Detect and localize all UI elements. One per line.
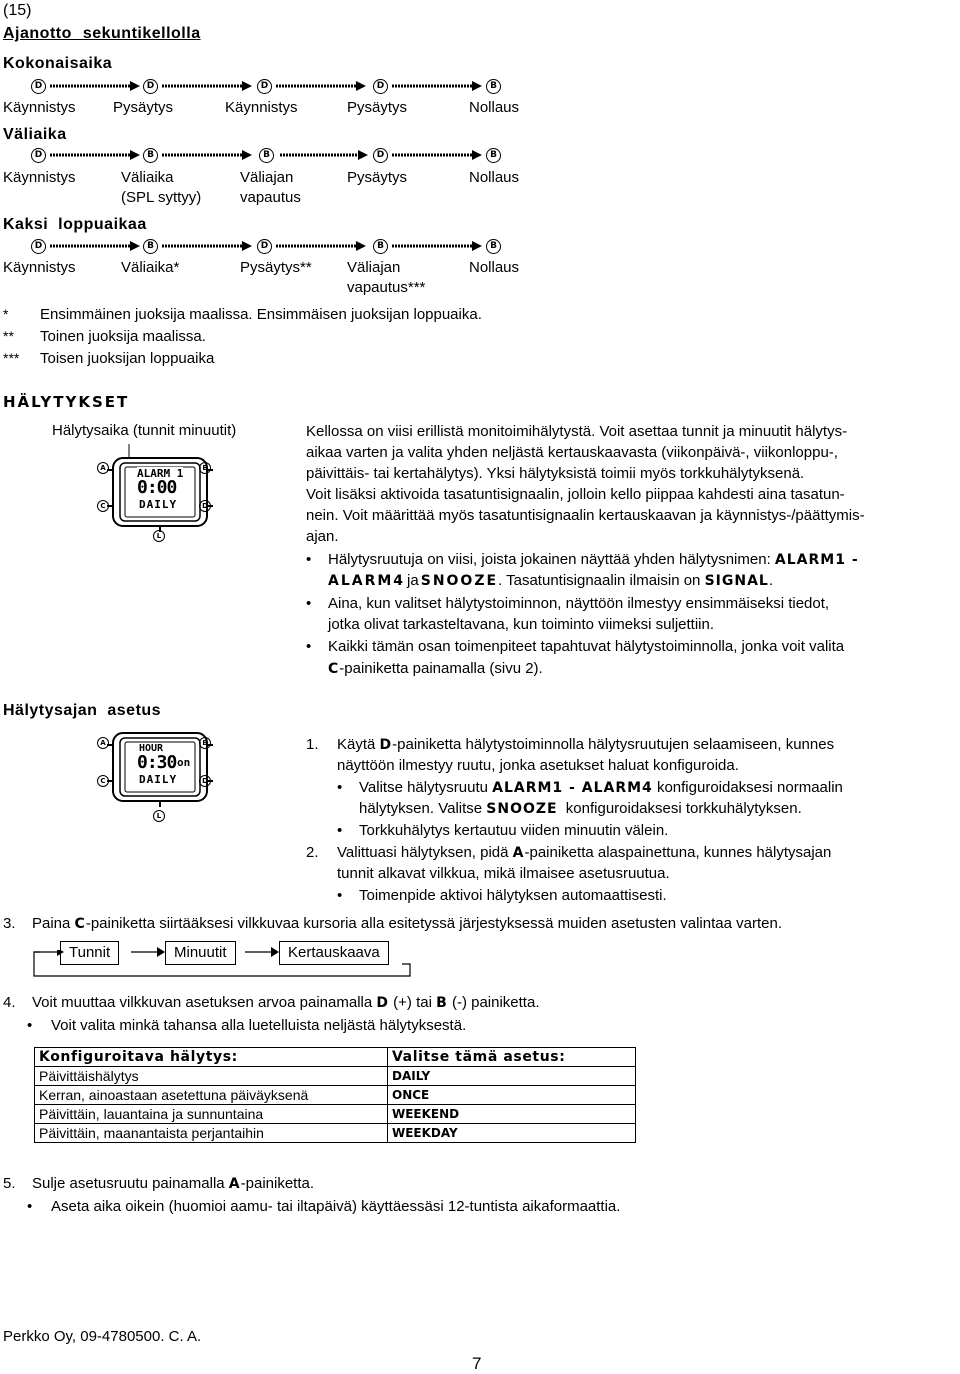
step-text: -painiketta siirtääksesi vilkkuvaa kursoria alla esitetyssä järjestyksessä muiden asetusten valintaa varten. (85, 915, 782, 932)
step-line (337, 734, 834, 756)
footer-company: Perkko Oy, 09-4780500. C. A. (3, 1328, 202, 1345)
arrow-right-icon (392, 150, 482, 160)
watch-bottom-line: DAILY (139, 498, 178, 511)
step-label: Pysäytys (347, 169, 408, 186)
bullet-bold: SIGNAL (704, 573, 769, 589)
step-text: hälytyksen. Valitse (359, 800, 483, 817)
arrow-right-icon (131, 946, 165, 958)
step-bullet-line (359, 798, 802, 820)
flow-step-minutes: Minuutit (165, 941, 236, 965)
alarm-para-line: aikaa varten ja valita yhden neljästä kertauskaavasta (viikonpäivä-, viikonloppu-, (306, 444, 838, 461)
arrow-right-icon (50, 150, 140, 160)
step-bold: D (376, 995, 389, 1011)
arrow-right-icon (280, 150, 368, 160)
footnote-text: Ensimmäinen juoksija maalissa. Ensimmäisen juoksijan loppuaika. (40, 306, 482, 323)
bullet-text: ja (407, 572, 419, 589)
step-number: 5. (3, 1175, 16, 1192)
step-label: Väliaika (121, 169, 174, 186)
flow-step-hours: Tunnit (60, 941, 119, 965)
bullet-dot-icon: • (306, 595, 312, 612)
bullet-dot-icon: • (337, 779, 343, 796)
footnote-text: Toisen juoksijan loppuaika (40, 350, 215, 367)
alarm-caption: Hälytysaika (tunnit minuutit) (52, 422, 237, 439)
bullet-text: . (768, 572, 774, 589)
alarm-para-line: nein. Voit määrittää myös tasatuntisignaalin kertauskaavan ja käynnistys-/päättymis- (306, 507, 865, 524)
button-key-icon: B (486, 79, 501, 94)
alarm-para-line: Voit lisäksi aktivoida tasatuntisignaalin, jolloin kello piippaa kahdesti aina tasatun- (306, 486, 845, 503)
watch-illustration (95, 725, 225, 825)
table-cell: Päivittäin, lauantaina ja sunnuntaina (35, 1105, 388, 1124)
button-key-icon: D (31, 239, 46, 254)
table-row (35, 1086, 636, 1105)
watch-button-a: A (97, 462, 109, 474)
step-bullet-line: Torkkuhälytys kertautuu viiden minuutin välein. (359, 822, 669, 839)
step-line: näyttöön ilmestyy ruutu, jonka asetukset haluat konfiguroida. (337, 757, 739, 774)
alarm-bullet-line: jotka olivat tarkasteltavana, kun toiminto viimeksi suljettiin. (328, 616, 715, 633)
step-text: Paina (32, 915, 71, 932)
step-label: Nollaus (469, 99, 520, 116)
step-bullet-line: Toimenpide aktivoi hälytyksen automaattisesti. (359, 887, 667, 904)
arrow-right-icon (276, 241, 366, 251)
bullet-dot-icon: • (27, 1198, 33, 1215)
watch-bottom-line: DAILY (139, 773, 178, 786)
step-bullet-line: Aseta aika oikein (huomioi aamu- tai iltapäivä) käyttäessäsi 12-tuntista aikaformaattia. (51, 1198, 621, 1215)
watch-time: 0:00 (137, 477, 177, 498)
step-label: Pysäytys (347, 99, 408, 116)
arrow-right-icon (50, 241, 140, 251)
table-cell: DAILY (388, 1067, 636, 1086)
step-line (337, 842, 831, 864)
step-bold: D (379, 737, 393, 753)
arrow-right-icon (162, 241, 252, 251)
alarms-heading: HÄLYTYKSET (3, 393, 130, 411)
table-header-row (35, 1048, 636, 1067)
split-time-title: Väliaika (3, 126, 67, 143)
bullet-bold: ALARM1 - (774, 552, 859, 568)
step-bold: A (512, 845, 525, 861)
bullet-dot-icon: • (306, 551, 312, 568)
step-bullet-line: Voit valita minkä tahansa alla luetelluista neljästä hälytyksestä. (51, 1017, 467, 1034)
bullet-text: . Tasatuntisignaalin ilmaisin on (498, 572, 701, 589)
button-key-icon: D (373, 79, 388, 94)
arrow-right-icon (245, 946, 279, 958)
bullet-text: -painiketta painamalla (sivu 2). (339, 660, 543, 677)
button-key-icon: B (486, 148, 501, 163)
alarm-bullet-line: Kaikki tämän osan toimenpiteet tapahtuvat hälytystoiminnolla, jonka voit valita (328, 638, 845, 655)
button-key-icon: B (486, 239, 501, 254)
step-text: -painiketta hälytystoiminnolla hälytysruutujen selaamiseen, kunnes (392, 736, 835, 753)
alarm-para-line: ajan. (306, 528, 339, 545)
step-label: Pysäytys** (240, 259, 312, 276)
step-bullet-line (359, 777, 843, 799)
button-key-icon: B (373, 239, 388, 254)
alarm-para-line: Kellossa on viisi erillistä monitoimihälytystä. Voit asettaa tunnit ja minuutit hälytys- (306, 423, 848, 440)
step-label: Väliajan (240, 169, 294, 186)
step-label: Nollaus (469, 259, 520, 276)
table-cell: WEEKEND (388, 1105, 636, 1124)
total-time-title: Kokonaisaika (3, 55, 113, 72)
watch-button-c: C (97, 775, 109, 787)
step-line (32, 913, 782, 935)
table-cell: ONCE (388, 1086, 636, 1105)
step-bold: B (436, 995, 448, 1011)
bullet-bold: SNOOZE (420, 573, 499, 589)
step-text: (-) painiketta. (451, 994, 540, 1011)
step-label-line2: vapautus (240, 189, 301, 206)
button-key-icon: D (257, 239, 272, 254)
button-key-icon: D (257, 79, 272, 94)
button-key-icon: D (31, 79, 46, 94)
table-cell: Päivittäishälytys (35, 1067, 388, 1086)
alarm-bullet-line: Aina, kun valitset hälytystoiminnon, näyttöön ilmestyy ensimmäiseksi tiedot, (328, 595, 830, 612)
alarm-options-table (34, 1047, 636, 1143)
step-number: 1. (306, 736, 319, 753)
footnote-mark: ** (3, 328, 14, 344)
step-label-line2: (SPL syttyy) (121, 189, 202, 206)
bullet-dot-icon: • (337, 822, 343, 839)
bullet-text: Hälytysruutuja on viisi, joista jokainen näyttää yhden hälytysnimen: (328, 551, 771, 568)
step-bold: A (228, 1176, 241, 1192)
table-cell: Päivittäin, maanantaista perjantaihin (35, 1124, 388, 1143)
watch-time: 0:30 (137, 752, 177, 773)
watch-button-d: D (199, 500, 211, 512)
step-label: Pysäytys (113, 99, 174, 116)
arrow-right-icon (162, 150, 252, 160)
watch-illustration (95, 440, 225, 550)
button-key-icon: B (259, 148, 274, 163)
footnote-mark: * (3, 306, 9, 322)
page-label: (15) (3, 2, 32, 19)
table-row (35, 1067, 636, 1086)
page-number: 7 (472, 1354, 482, 1373)
footnote-text: Toinen juoksija maalissa. (40, 328, 206, 345)
flow-step-repeat: Kertauskaava (279, 941, 389, 965)
watch-button-c: C (97, 500, 109, 512)
step-text: Valitse hälytysruutu (359, 779, 488, 796)
arrow-right-icon (276, 81, 366, 91)
bullet-bold: ALARM4 (328, 573, 406, 589)
step-label-line2: vapautus*** (347, 279, 426, 296)
footnote-mark: *** (3, 350, 20, 366)
step-number: 3. (3, 915, 16, 932)
step-label: Väliaika* (121, 259, 180, 276)
watch-side-label: on (177, 756, 191, 769)
step-text: Käytä (337, 736, 376, 753)
step-label: Käynnistys (3, 99, 76, 116)
step-number: 4. (3, 994, 16, 1011)
step-text: (+) tai (393, 994, 432, 1011)
watch-button-l: L (153, 530, 165, 542)
step-label: Nollaus (469, 169, 520, 186)
arrow-right-icon (392, 81, 482, 91)
step-line (32, 992, 540, 1014)
watch-top-line: HOUR (139, 743, 164, 754)
table-row (35, 1105, 636, 1124)
step-line: tunnit alkavat vilkkua, mikä ilmaisee asetusruutua. (337, 865, 670, 882)
alarm-para-line: päivittäis- tai kertahälytys). Yksi hälytyksistä toimii myös torkkuhälytyksenä. (306, 465, 805, 482)
alarm-bullet-line (328, 570, 773, 592)
step-bold: ALARM1 - ALARM4 (492, 780, 653, 796)
step-text: -painiketta alaspainettuna, kunnes hälytysajan (524, 844, 832, 861)
bullet-dot-icon: • (306, 638, 312, 655)
watch-button-d: D (199, 775, 211, 787)
watch-button-b: B (199, 737, 211, 749)
section-title: Ajanotto sekuntikellolla (3, 25, 201, 42)
step-text: Valittuasi hälytyksen, pidä (337, 844, 509, 861)
step-text: -painiketta. (240, 1175, 315, 1192)
watch-button-l: L (153, 810, 165, 822)
step-text: Sulje asetusruutu painamalla (32, 1175, 225, 1192)
arrow-right-icon (162, 81, 252, 91)
step-label: Väliajan (347, 259, 401, 276)
bullet-dot-icon: • (27, 1017, 33, 1034)
button-key-icon: D (373, 148, 388, 163)
table-header-cell: Konfiguroitava hälytys: (35, 1048, 388, 1067)
step-line (32, 1173, 314, 1195)
step-number: 2. (306, 844, 319, 861)
step-label: Käynnistys (225, 99, 298, 116)
watch-button-a: A (97, 737, 109, 749)
step-label: Käynnistys (3, 169, 76, 186)
arrow-right-icon (50, 81, 140, 91)
step-label: Käynnistys (3, 259, 76, 276)
two-finishes-title: Kaksi loppuaikaa (3, 216, 147, 233)
button-key-icon: B (143, 239, 158, 254)
button-key-icon: D (31, 148, 46, 163)
table-header-cell: Valitse tämä asetus: (388, 1048, 636, 1067)
bullet-dot-icon: • (337, 887, 343, 904)
bullet-bold: C (328, 661, 340, 677)
alarm-bullet-line (328, 549, 859, 571)
step-text: Voit muuttaa vilkkuvan asetuksen arvoa painamalla (32, 994, 373, 1011)
step-text: konfiguroidaksesi normaalin (656, 779, 843, 796)
table-cell: WEEKDAY (388, 1124, 636, 1143)
button-key-icon: B (143, 148, 158, 163)
watch-top-line: ALARM 1 (137, 467, 184, 480)
step-text: konfiguroidaksesi torkkuhälytyksen. (565, 800, 802, 817)
button-key-icon: D (143, 79, 158, 94)
alarm-bullet-line (328, 658, 543, 680)
step-bold: SNOOZE (486, 801, 558, 817)
table-row (35, 1124, 636, 1143)
alarm-setting-heading: Hälytysajan asetus (3, 702, 162, 719)
step-bold: C (74, 916, 86, 932)
arrow-right-icon (392, 241, 482, 251)
watch-button-b: B (199, 462, 211, 474)
table-cell: Kerran, ainoastaan asetettuna päiväyksenä (35, 1086, 388, 1105)
